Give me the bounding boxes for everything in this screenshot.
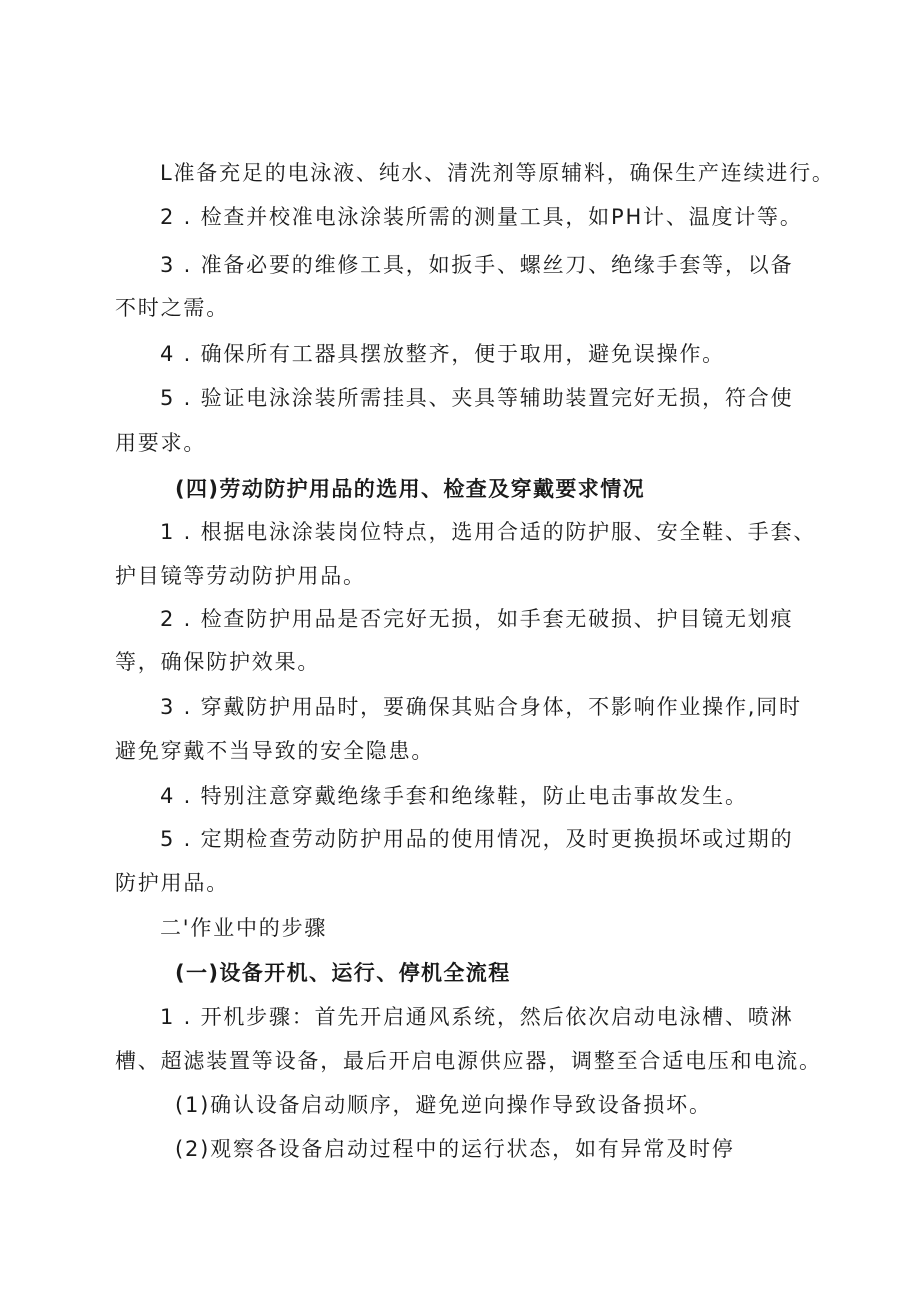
paragraph-line: 护目镜等劳动防护用品。 [115, 564, 366, 588]
paragraph-line: 避免穿戴不当导致的安全隐患。 [115, 739, 435, 763]
paragraph-line: 不时之需。 [115, 296, 229, 320]
section-heading: 二'作业中的步骤 [160, 916, 328, 940]
paragraph-line: (2)观察各设备启动过程中的运行状态，如有异常及时停 [175, 1137, 735, 1161]
paragraph-line: 槽、超滤装置等设备，最后开启电源供应器，调整至合适电压和电流。 [115, 1049, 822, 1073]
section-heading: (一)设备开机、运行、停机全流程 [175, 961, 511, 985]
paragraph-line: 4 . 特别注意穿戴绝缘手套和绝缘鞋，防止电击事故发生。 [160, 784, 748, 808]
paragraph-line: 1 . 根据电泳涂装岗位特点，选用合适的防护服、安全鞋、手套、 [160, 520, 817, 544]
section-heading: (四)劳动防护用品的选用、检查及穿戴要求情况 [175, 477, 645, 501]
paragraph-line: 防护用品。 [115, 871, 229, 895]
paragraph-line: 2 . 检查并校准电泳涂装所需的测量工具，如PH计、温度计等。 [160, 205, 803, 229]
paragraph-line: 3 . 准备必要的维修工具，如扳手、螺丝刀、绝缘手套等，以备 [160, 253, 794, 277]
paragraph-line: 5 . 验证电泳涂装所需挂具、夹具等辅助装置完好无损，符合使 [160, 386, 794, 410]
paragraph-line: 4 . 确保所有工器具摆放整齐，便于取用，避免误操作。 [160, 342, 725, 366]
paragraph-line: 用要求。 [115, 431, 207, 455]
paragraph-line: 2 . 检查防护用品是否完好无损，如手套无破损、护目镜无划痕 [160, 607, 794, 631]
paragraph-line: (1)确认设备启动顺序，避免逆向操作导致设备损坏。 [175, 1093, 712, 1117]
paragraph-line: 1 . 开机步骤：首先开启通风系统，然后依次启动电泳槽、喷淋 [160, 1005, 794, 1029]
paragraph-line: 5 . 定期检查劳动防护用品的使用情况，及时更换损坏或过期的 [160, 827, 794, 851]
paragraph-line: 等，确保防护效果。 [115, 650, 321, 674]
paragraph-line: L准备充足的电泳液、纯水、清洗剂等原辅料，确保生产连续进行。 [160, 161, 835, 185]
paragraph-line: 3 . 穿戴防护用品时，要确保其贴合身体，不影响作业操作,同时 [160, 695, 802, 719]
